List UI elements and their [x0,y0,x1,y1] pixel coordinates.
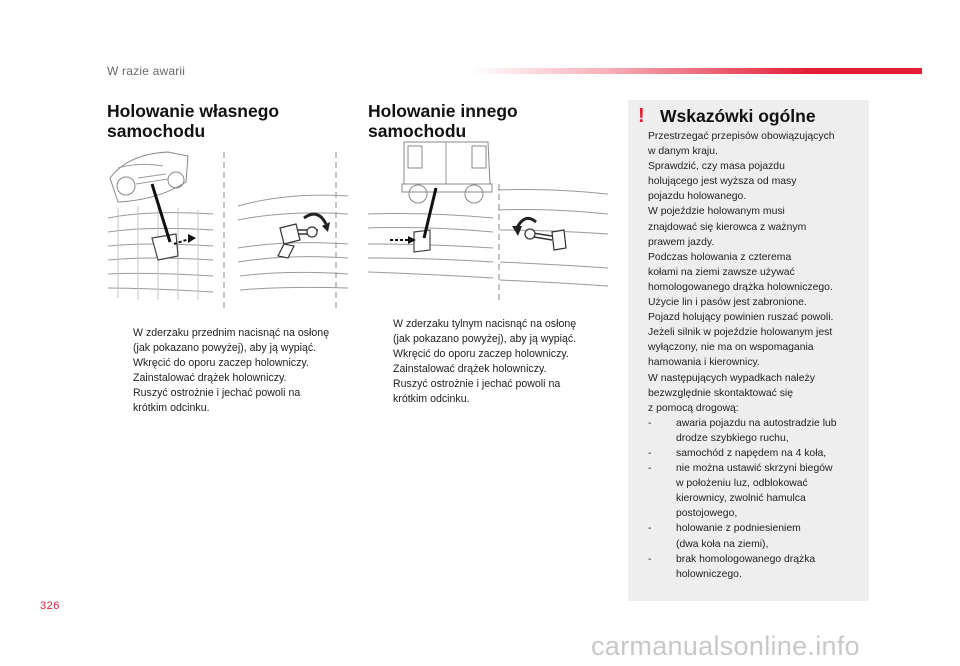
step-item [373,377,613,407]
step-line: Zainstalować drążek holowniczy. [393,363,547,375]
tips-line: bezwzględnie skontaktować się [648,387,793,399]
tips-line: W pojeździe holowanym musi [648,206,785,218]
step-item [113,386,348,416]
warning-exclamation-icon: ! [638,105,645,127]
tips-list-item [648,552,866,582]
step-item [373,347,613,362]
rear-bumper-illustration [368,140,608,303]
step-line: krótkim odcinku. [133,402,210,414]
tips-line: w danym kraju. [648,146,718,158]
general-tips-box [628,100,869,601]
tips-line: Pojazd holujący powinien ruszać powoli. [648,312,834,324]
steps-own-vehicle [113,326,348,416]
tips-body [648,129,866,582]
step-line: Wkręcić do oporu zaczep holowniczy. [133,357,309,369]
front-bumper-illustration [108,148,348,311]
watermark: carmanualsonline.info [591,631,860,661]
tips-item-line: (dwa koła na ziemi), [676,538,769,550]
title-other-vehicle [368,101,518,141]
step-line: Ruszyć ostrożnie i jechać powoli na [393,378,561,390]
step-item [373,317,613,347]
title-line: Holowanie własnego [107,101,280,121]
step-line: W zderzaku przednim nacisnąć na osłonę [133,327,330,339]
step-line: Zainstalować drążek holowniczy. [133,372,287,384]
tips-line: hamowania i kierownicy. [648,357,760,369]
tips-line: wyłączony, nie ma on wspomagania [648,342,814,354]
tips-line: pojazdu holowanego. [648,191,747,203]
tips-item-line: awaria pojazdu na autostradzie lub [676,417,837,429]
tips-item-line: drodze szybkiego ruchu, [676,432,789,444]
tips-list-item [648,521,866,551]
tips-line: Sprawdzić, czy masa pojazdu [648,161,785,173]
title-line: samochodu [107,121,206,141]
tips-line: Użycie lin i pasów jest zabronione. [648,297,807,309]
title-own-vehicle [107,101,279,141]
tips-title: Wskazówki ogólne [660,106,816,126]
tips-item-line: samochód z napędem na 4 koła, [676,447,827,459]
tips-list-item [648,446,866,461]
step-line: (jak pokazano powyżej), aby ją wypiąć. [133,342,317,354]
tips-item-line: nie można ustawić skrzyni biegów [676,463,833,475]
tips-line: homologowanego drążka holowniczego. [648,281,833,293]
tips-list-item [648,461,866,521]
dash-marker: - [648,447,652,459]
step-item [113,356,348,371]
figure-front-bumper [108,148,348,311]
tips-line: W następujących wypadkach należy [648,372,815,384]
tips-line: Jeżeli silnik w pojeździe holowanym jest [648,327,833,339]
header-accent-bar [470,68,922,74]
tips-item-line: kierownicy, zwolnić hamulca [676,493,806,505]
step-line: W zderzaku tylnym nacisnąć na osłonę [393,318,577,330]
steps-other-vehicle [373,317,613,407]
step-line: Wkręcić do oporu zaczep holowniczy. [393,348,569,360]
dash-marker: - [648,463,652,475]
tips-line: Podczas holowania z czterema [648,251,792,263]
step-item [113,326,348,356]
title-line: Holowanie innego [368,101,518,121]
tips-line: Przestrzegać przepisów obowiązujących [648,131,835,142]
tips-line: kołami na ziemi zawsze używać [648,266,795,278]
step-item [113,371,348,386]
tips-item-line: w położeniu luz, odblokować [676,478,808,490]
tips-line: znajdować się kierowca z ważnym [648,221,807,233]
tips-item-line: postojowego, [676,508,738,520]
tips-line: holującego jest wyższa od masy [648,176,797,188]
section-label: W razie awarii [107,64,186,78]
tips-list-item [648,416,866,446]
tips-line: prawem jazdy. [648,236,715,248]
figure-rear-bumper [368,140,608,303]
tips-line: z pomocą drogową: [648,402,739,414]
dash-marker: - [648,553,652,565]
dash-marker: - [648,523,652,535]
step-line: krótkim odcinku. [393,393,470,405]
page-number: 326 [40,600,60,612]
tips-item-line: holowanie z podniesieniem [676,523,801,535]
title-line: samochodu [368,121,467,141]
dash-marker: - [648,417,652,429]
step-line: (jak pokazano powyżej), aby ją wypiąć. [393,333,577,345]
tips-item-line: holowniczego. [676,568,742,580]
tips-list [648,416,866,582]
tips-item-line: brak homologowanego drążka [676,553,816,565]
step-line: Ruszyć ostrożnie i jechać powoli na [133,387,301,399]
step-item [373,362,613,377]
